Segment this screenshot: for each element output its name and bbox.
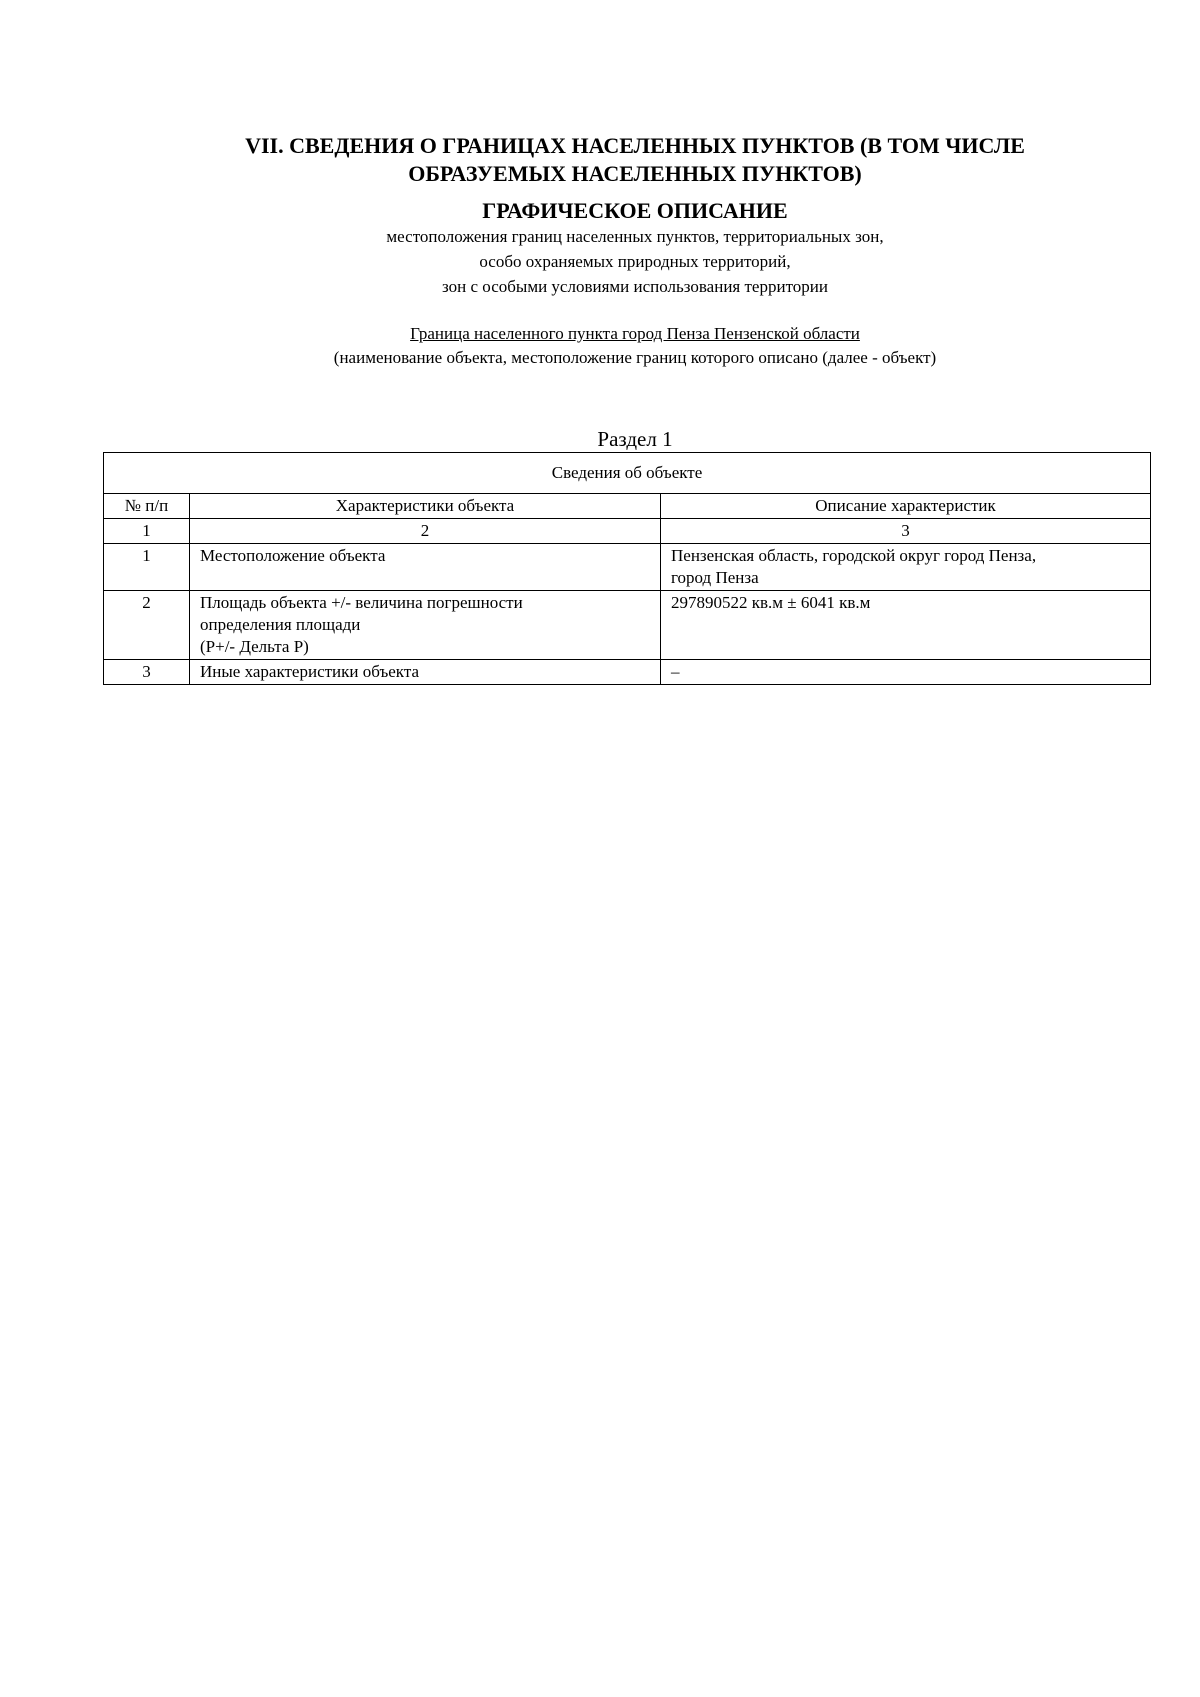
document-title [0, 132, 1200, 188]
row-characteristic [190, 591, 661, 660]
table-row [104, 544, 1151, 591]
table-header-row [104, 494, 1151, 519]
table-caption-row [104, 453, 1151, 494]
row-characteristic: Местоположение объекта [190, 544, 661, 591]
column-header-description: Описание характеристик [661, 494, 1151, 519]
row-characteristic-line-1: Площадь объекта +/- величина погрешности [200, 593, 523, 612]
object-info-table [103, 452, 1151, 685]
description-line-1: местоположения границ населенных пунктов, территориальных зон, [386, 227, 884, 246]
row-description-line-2: город Пенза [671, 568, 759, 587]
column-header-number: № п/п [104, 494, 190, 519]
row-description: 297890522 кв.м ± 6041 кв.м [661, 591, 1151, 660]
row-number: 3 [104, 660, 190, 685]
title-line-2: ОБРАЗУЕМЫХ НАСЕЛЕННЫХ ПУНКТОВ) [408, 161, 862, 186]
object-name-block [0, 322, 1200, 370]
row-description [661, 544, 1151, 591]
subtitle-description [0, 224, 1200, 299]
row-description: – [661, 660, 1151, 685]
table-row [104, 660, 1151, 685]
column-header-characteristic: Характеристики объекта [190, 494, 661, 519]
section-title: Раздел 1 [597, 427, 673, 451]
object-name: Граница населенного пункта город Пенза Пензенской области [410, 324, 860, 343]
description-line-3: зон с особыми условиями использования территории [442, 277, 828, 296]
row-number: 1 [104, 544, 190, 591]
title-line-1: VII. СВЕДЕНИЯ О ГРАНИЦАХ НАСЕЛЕННЫХ ПУНКТОВ (В ТОМ ЧИСЛЕ [245, 133, 1025, 158]
row-characteristic-line-2: определения площади [200, 615, 361, 634]
table-row [104, 591, 1151, 660]
document-subtitle: ГРАФИЧЕСКОЕ ОПИСАНИЕ [482, 198, 788, 223]
table-caption: Сведения об объекте [104, 453, 1151, 494]
description-line-2: особо охраняемых природных территорий, [479, 252, 791, 271]
object-name-caption: (наименование объекта, местоположение границ которого описано (далее - объект) [333, 348, 937, 367]
column-number-3: 3 [661, 519, 1151, 544]
row-description-line-1: Пензенская область, городской округ город Пенза, [671, 546, 1037, 565]
row-characteristic-line-3: (Р+/- Дельта Р) [200, 637, 309, 656]
table-column-numbers-row [104, 519, 1151, 544]
row-number: 2 [104, 591, 190, 660]
row-characteristic: Иные характеристики объекта [190, 660, 661, 685]
column-number-1: 1 [104, 519, 190, 544]
column-number-2: 2 [190, 519, 661, 544]
